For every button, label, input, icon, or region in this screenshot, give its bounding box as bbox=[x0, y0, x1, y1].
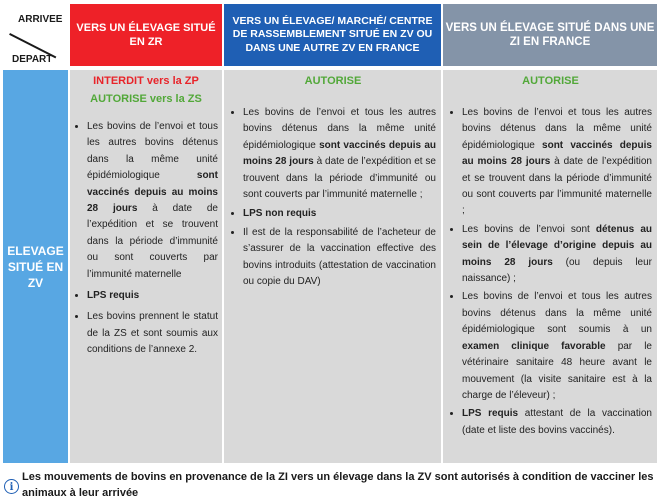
cell-zv bbox=[224, 70, 441, 463]
list-item: • Les bovins de l’envoi sont détenus au sein de l’élevage d’origine depuis au moins 28 jours (ou depuis leur naissance) ; bbox=[462, 221, 652, 288]
list-item: • Les bovins de l’envoi et tous les autres bovins détenus dans la même unité épidémiologique sont vaccinés depuis au moins 28 jours à date de l’expédition et se trouvent dans la période d’immunité ou sont couverts par l’immunité maternelle ; bbox=[243, 104, 436, 203]
arrival-label: ARRIVEE bbox=[18, 14, 63, 25]
status-forbidden: INTERDIT vers la ZP bbox=[93, 75, 199, 87]
header-zv bbox=[224, 4, 441, 66]
header-zr-text: VERS UN ÉLEVAGE SITUÉ EN ZR bbox=[76, 22, 216, 48]
list-item: • Les bovins prennent le statut de la ZS et sont soumis aux conditions de l’annexe 2. bbox=[87, 308, 218, 358]
list-item: • LPS requis attestant de la vaccination (date et liste des bovins vaccinés). bbox=[462, 405, 652, 439]
list-item: • Les bovins de l’envoi et tous les autres bovins détenus dans la même unité épidémiologique sont vaccinés depuis au moins 28 jours à date de l’expédition et se trouvent dans la période d’immunité ou sont couverts par l’immunité maternelle ; bbox=[462, 104, 652, 220]
footnote-text: Les mouvements de bovins en provenance de la ZI vers un élevage dans la ZV sont autorisés à condition de vacciner les animaux à leur arrivée bbox=[22, 471, 654, 499]
status-allowed: AUTORISE bbox=[304, 75, 362, 87]
conditions-list bbox=[449, 104, 652, 439]
list-item: • Les bovins de l’envoi et tous les autres bovins détenus dans la même unité épidémiologique sont vaccinés depuis au moins 28 jours à date de l’expédition et se trouvent dans la période d’immunité ou sont couverts par l’immunité maternelle bbox=[87, 118, 218, 283]
status-allowed: AUTORISE vers la ZS bbox=[90, 93, 202, 105]
list-item: • LPS requis bbox=[87, 287, 218, 304]
departure-label: DEPART bbox=[12, 54, 53, 65]
header-zi-text: VERS UN ÉLEVAGE SITUÉ DANS UNE ZI EN FRANCE bbox=[445, 22, 655, 48]
list-item: • Les bovins de l’envoi et tous les autres bovins détenus dans la même unité épidémiologique sont soumis à un examen clinique favorable par le vétérinaire sanitaire 48 heure avant le mouvement (la visite sanitaire est à la charge de l’éleveur) ; bbox=[462, 288, 652, 404]
row-header-zv bbox=[3, 70, 68, 463]
header-zr bbox=[70, 4, 222, 66]
header-zi bbox=[443, 4, 657, 66]
header-zv-text: VERS UN ÉLEVAGE/ MARCHÉ/ CENTRE DE RASSEMBLEMENT SITUÉ EN ZV OU DANS UNE AUTRE ZV EN FRANCE bbox=[232, 14, 433, 54]
cell-zr bbox=[70, 70, 222, 463]
row-header-text: ELEVAGE SITUÉ EN ZV bbox=[7, 243, 64, 290]
conditions-list bbox=[74, 118, 218, 359]
status-allowed: AUTORISE bbox=[522, 75, 579, 87]
cell-zi bbox=[443, 70, 657, 463]
conditions-list bbox=[230, 104, 436, 290]
list-item: • LPS non requis bbox=[243, 205, 436, 222]
list-item: • Il est de la responsabilité de l’acheteur de s’assurer de la vaccination effective des bovins introduits (attestation de vaccination ou copie du DAV) bbox=[243, 224, 436, 291]
info-icon: i bbox=[4, 479, 19, 494]
footnote bbox=[0, 467, 659, 502]
corner-cell bbox=[0, 0, 68, 66]
